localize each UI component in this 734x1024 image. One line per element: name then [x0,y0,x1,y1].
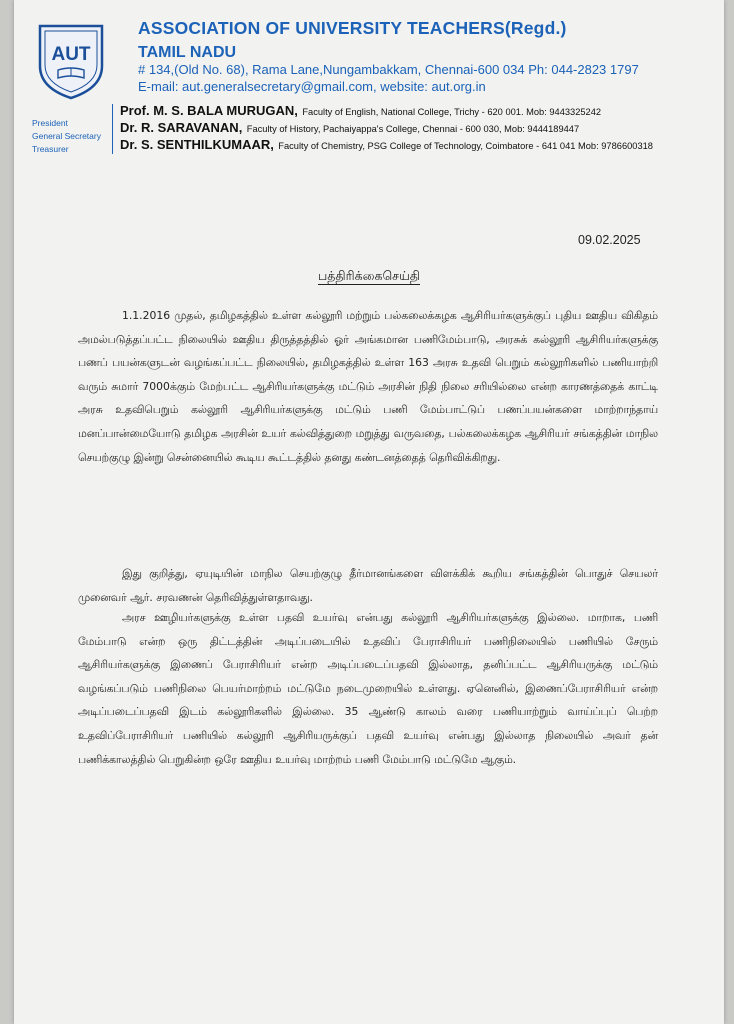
officer-name: Dr. R. SARAVANAN, [120,120,243,135]
paragraph-3: அரச ஊழியர்களுக்கு உள்ள பதவி உயர்வு என்பது கல்லூரி ஆசிரியர்களுக்கு இல்லை. மாறாக, பணி மேம்பாடு என்ற ஒரு திட்டத்தின் அடிப்படையில் உதவிப் பேராசிரியர் பணிநிலையில் பணியில் சேரும் ஆசிரியர்களுக்கு இணைப் பேராசிரியர் என்ற அடிப்படைப்பதவி இல்லாத, தனிப்பட்ட ஆசிரியருக்கு மட்டும் வழங்கப்படும் பணிநிலை பெயர்மாற்றம் மட்டுமே நடைமுறையில் உள்ளது. ஏனெனில், இணைப்பேராசிரியர் என்ற அடிப்படைப்பதவி இடம் கல்லூரிகளில் இல்லை. 35 ஆண்டு காலம் வரை பணியாற்றும் வாய்ப்புப் பெற்ற உதவிப்பேராசிரியர் பணியில் கல்லூரி ஆசிரியருக்குப் பதவி உயர்வு என்பது இல்லாத நிலையில் அவர் தன் பணிக்காலத்தில் பெறுகின்ற ஒரே ஊதிய உயர்வு மாற்றம் பணி மேம்பாடு மட்டுமே ஆகும். [78,611,658,766]
press-release-heading [14,268,724,285]
officer-info: Faculty of English, National College, Trichy - 620 001. Mob: 9443325242 [302,107,602,117]
role-president: President [32,118,68,128]
officer-president [120,102,601,120]
paragraph-1: 1.1.2016 முதல், தமிழகத்தில் உள்ள கல்லூரி மற்றும் பல்கலைக்கழக ஆசிரியர்களுக்குப் புதிய ஊதிய விகிதம் அமல்படுத்தப்பட்ட நிலையில் ஊதிய திருத்தத்தில் ஓர் அங்கமான பணிமேம்பாடு, அரசுக் கல்லூரி ஆசிரியர்களுக்கு பணப் பயன்களுடன் வழங்கப்பட்ட நிலையில், தமிழகத்தில் உள்ள 163 அரசு உதவி பெறும் கல்லூரிகளில் பணியாற்றி வரும் சுமார் 7000க்கும் மேற்பட்ட ஆசிரியர்களுக்கு மட்டும் அரசின் நிதி நிலை சரியில்லை என்ற காரணத்தைக் காட்டி அரசு உதவிபெறும் கல்லூரி ஆசிரியர்களுக்கு மட்டும் பணி மேம்பாட்டுப் பணப்பயன்களை மாற்றாந்தாய் மனப்பான்மையோடு தமிழக அரசின் உயர் கல்வித்துறை மறுத்து வருவதை, பல்கலைக்கழக ஆசிரியர் சங்கத்தின் மாநில செயற்குழு இன்று சென்னையில் கூடிய கூட்டத்தில் தனது கண்டனத்தைத் தெரிவிக்கிறது. [78,309,658,464]
officer-treasurer [120,136,653,154]
organization-name: ASSOCIATION OF UNIVERSITY TEACHERS(Regd.) [138,18,567,38]
officer-name: Prof. M. S. BALA MURUGAN, [120,103,298,118]
officer-name: Dr. S. SENTHILKUMAAR, [120,137,274,152]
aut-emblem-icon [36,22,106,100]
organization-contact: E-mail: aut.generalsecretary@gmail.com, website: aut.org.in [138,79,486,94]
organization-state: TAMIL NADU [138,44,237,61]
paragraph-2: இது குறித்து, ஏயுடியின் மாநில செயற்குழு தீர்மானங்களை விளக்கிக் கூறிய சங்கத்தின் பொதுச் செயலர் முனைவர் ஆர். சரவணன் தெரிவித்துள்ளதாவது. [78,567,658,604]
officer-general-secretary [120,119,579,137]
officer-info: Faculty of Chemistry, PSG College of Technology, Coimbatore - 641 041 Mob: 9786600318 [278,141,653,151]
role-treasurer: Treasurer [32,144,69,154]
officers-divider [112,104,113,154]
letter-date: 09.02.2025 [578,233,641,247]
role-general-secretary: General Secretary [32,131,101,141]
heading-text: பத்திரிக்கைசெய்தி [317,268,421,283]
organization-address: # 134,(Old No. 68), Rama Lane,Nungambakkam, Chennai-600 034 Ph: 044-2823 1797 [138,62,639,77]
logo-text: AUT [51,44,91,65]
officer-info: Faculty of History, Pachaiyappa's College, Chennai - 600 030, Mob: 9444189447 [246,124,580,134]
letter-page [14,0,724,1024]
